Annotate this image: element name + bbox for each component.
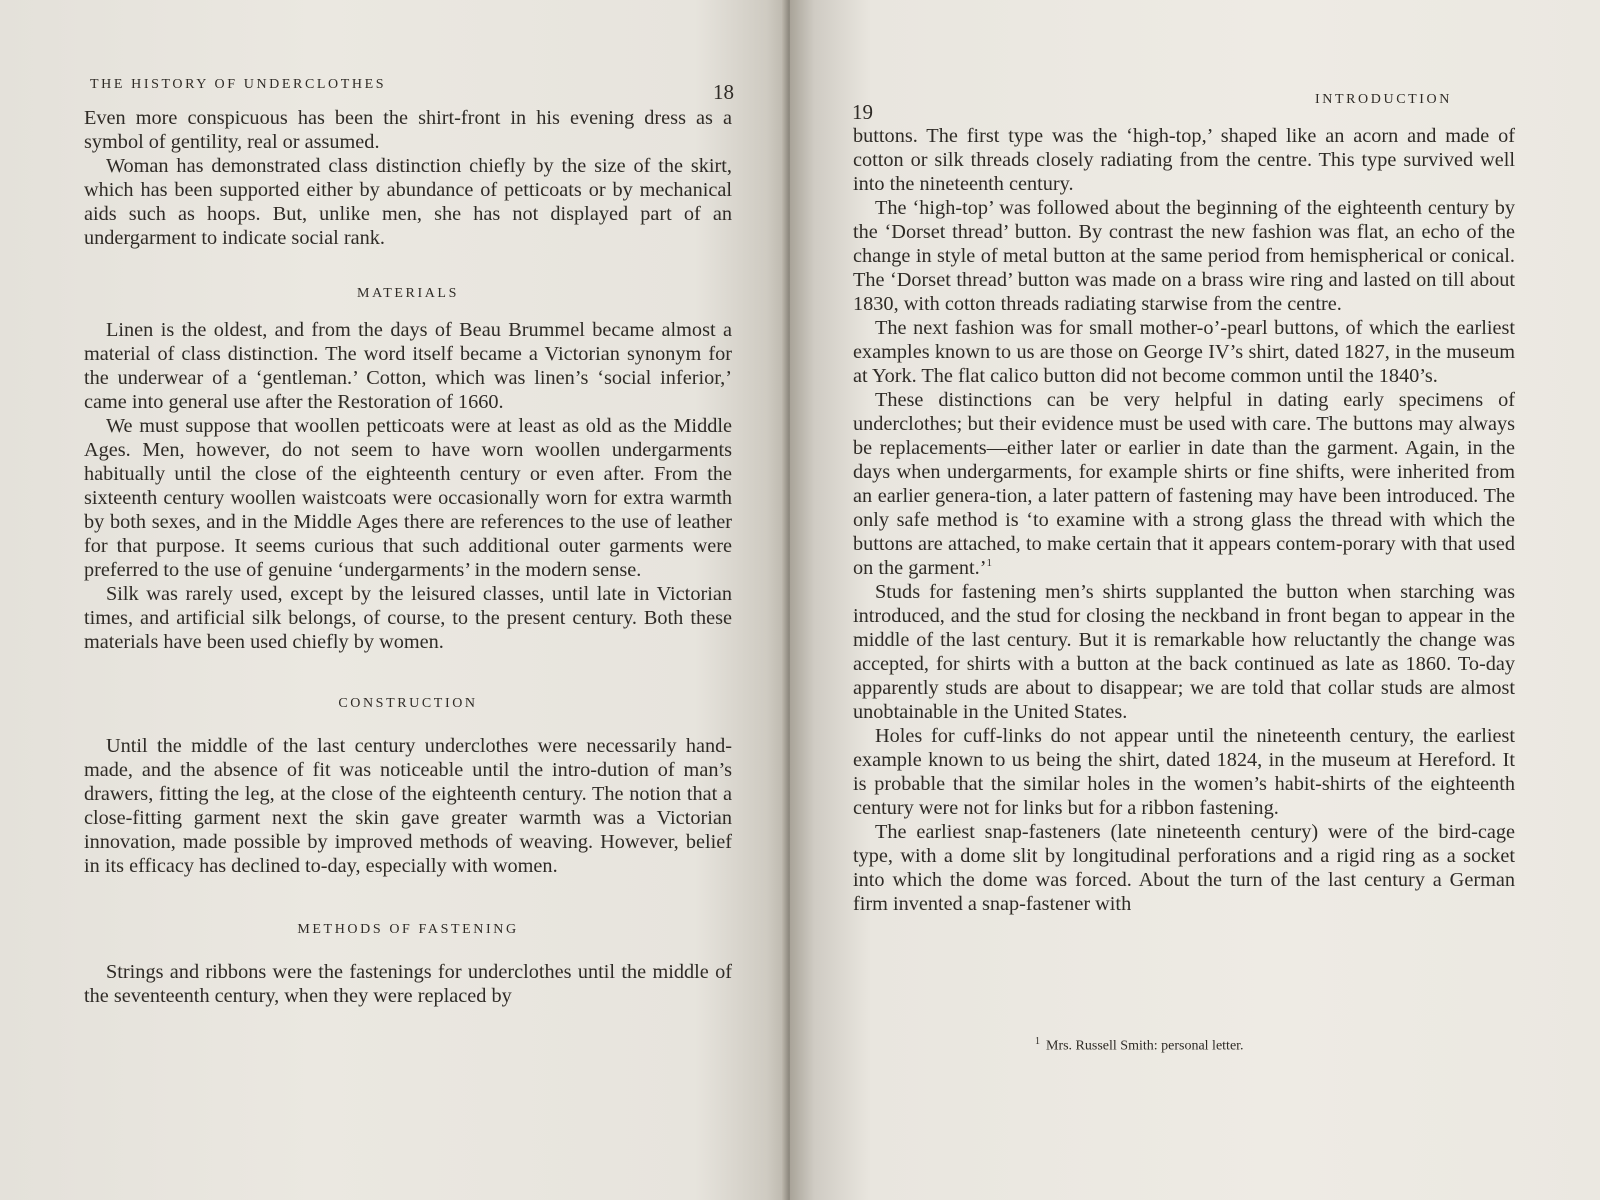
right-text-block	[853, 124, 1515, 916]
paragraph: Studs for fastening men’s shirts supplanted the button when starching was introduced, and the stud for closing the neckband in front began to appear in the middle of the last century. But it is remarkable how reluctantly the change was accepted, for shirts with a button at the back continued as late as 1860. To-day apparently studs are about to disappear; we are told that collar studs are almost unobtainable in the United States.	[853, 581, 1515, 723]
paragraph: The earliest snap-fasteners (late nineteenth century) were of the bird-cage type, with a dome slit by longitudinal perforations and a rigid ring as a socket into which the dome was forced. About the turn of the last century a German firm invented a snap-fastener with	[853, 821, 1515, 915]
left-text-block	[84, 106, 732, 1008]
section-heading-construction: CONSTRUCTION	[338, 696, 478, 711]
section-heading-materials: MATERIALS	[357, 286, 459, 301]
paragraph: The ‘high-top’ was followed about the beginning of the eighteenth century by the ‘Dorset thread’ button. By contrast the new fashion was flat, an echo of the change in style of metal button at the same period from hemispherical or conical. The ‘Dorset thread’ button was made on a brass wire ring and lasted on till about 1830, with cotton threads radiating starwise from the centre.	[853, 197, 1515, 315]
paragraph-text: These distinctions can be very helpful in dating early specimens of underclothes; but their evidence must be used with care. The buttons may always be replacements—either later or earlier in date than the garment. Again, in the days when undergarments, for example shirts or fine shifts, were inherited from an earlier genera-tion, a later pattern of fastening may have been introduced. The only safe method is ‘to examine with a strong glass the thread with which the buttons are attached, to make certain that it appears contem-porary with that used on the garment.’	[853, 389, 1515, 579]
paragraph: Silk was rarely used, except by the leisured classes, until late in Victorian times, and artificial silk belongs, of course, to the present century. Both these materials have been used chiefly by women.	[84, 583, 732, 653]
paragraph: Woman has demonstrated class distinction chiefly by the size of the skirt, which has been supported either by abundance of petticoats or by mechanical aids such as hoops. But, unlike men, she has not displayed part of an undergarment to indicate social rank.	[84, 155, 732, 249]
left-page	[0, 0, 790, 1200]
paragraph: Linen is the oldest, and from the days of Beau Brummel became almost a material of class distinction. The word itself became a Victorian synonym for the underwear of a ‘gentleman.’ Cotton, which was linen’s ‘social inferior,’ came into general use after the Restoration of 1660.	[84, 319, 732, 413]
page-number: 18	[713, 80, 734, 104]
footnote-mark: 1	[1035, 1036, 1040, 1047]
paragraph: We must suppose that woollen petticoats were at least as old as the Middle Ages. Men, however, do not seem to have worn woollen undergarments habitually until the close of the eighteenth century or even after. From the sixteenth century woollen waistcoats were occasionally worn for extra warmth by both sexes, and in the Middle Ages there are references to the use of leather for that purpose. It seems curious that such additional outer garments were preferred to the use of genuine ‘undergarments’ in the modern sense.	[84, 415, 732, 581]
paragraph: The next fashion was for small mother-o’-pearl buttons, of which the earliest examples known to us are those on George IV’s shirt, dated 1827, in the museum at York. The flat calico button did not become common until the 1840’s.	[853, 317, 1515, 387]
right-page	[790, 0, 1600, 1200]
paragraph: buttons. The first type was the ‘high-top,’ shaped like an acorn and made of cotton or silk threads closely radiating from the centre. This type survived well into the nineteenth century.	[853, 125, 1515, 195]
running-head: INTRODUCTION	[1315, 92, 1452, 107]
section-heading-fastening: METHODS OF FASTENING	[297, 922, 519, 937]
paragraph	[853, 388, 1515, 580]
paragraph: Even more conspicuous has been the shirt-front in his evening dress as a symbol of gentility, real or assumed.	[84, 107, 732, 153]
running-head: THE HISTORY OF UNDERCLOTHES	[90, 77, 387, 92]
footnote-reference[interactable]: 1	[986, 557, 992, 570]
footnote-text: Mrs. Russell Smith: personal letter.	[1046, 1038, 1244, 1054]
paragraph: Until the middle of the last century underclothes were necessarily hand-made, and the absence of fit was noticeable until the intro-dution of man’s drawers, fitting the leg, at the close of the eighteenth century. The notion that a close-fitting garment next the skin gave greater warmth was a Victorian innovation, made possible by improved methods of weaving. However, belief in its efficacy has declined to-day, especially with women.	[84, 735, 732, 877]
page-number: 19	[852, 100, 873, 124]
paragraph: Holes for cuff-links do not appear until the nineteenth century, the earliest example known to us being the shirt, dated 1824, in the museum at Hereford. It is probable that the similar holes in the women’s habit-shirts of the eighteenth century were not for links but for a ribbon fastening.	[853, 725, 1515, 819]
paragraph: Strings and ribbons were the fastenings for underclothes until the middle of the seventeenth century, when they were replaced by	[84, 961, 732, 1007]
footnote	[1035, 1036, 1244, 1055]
